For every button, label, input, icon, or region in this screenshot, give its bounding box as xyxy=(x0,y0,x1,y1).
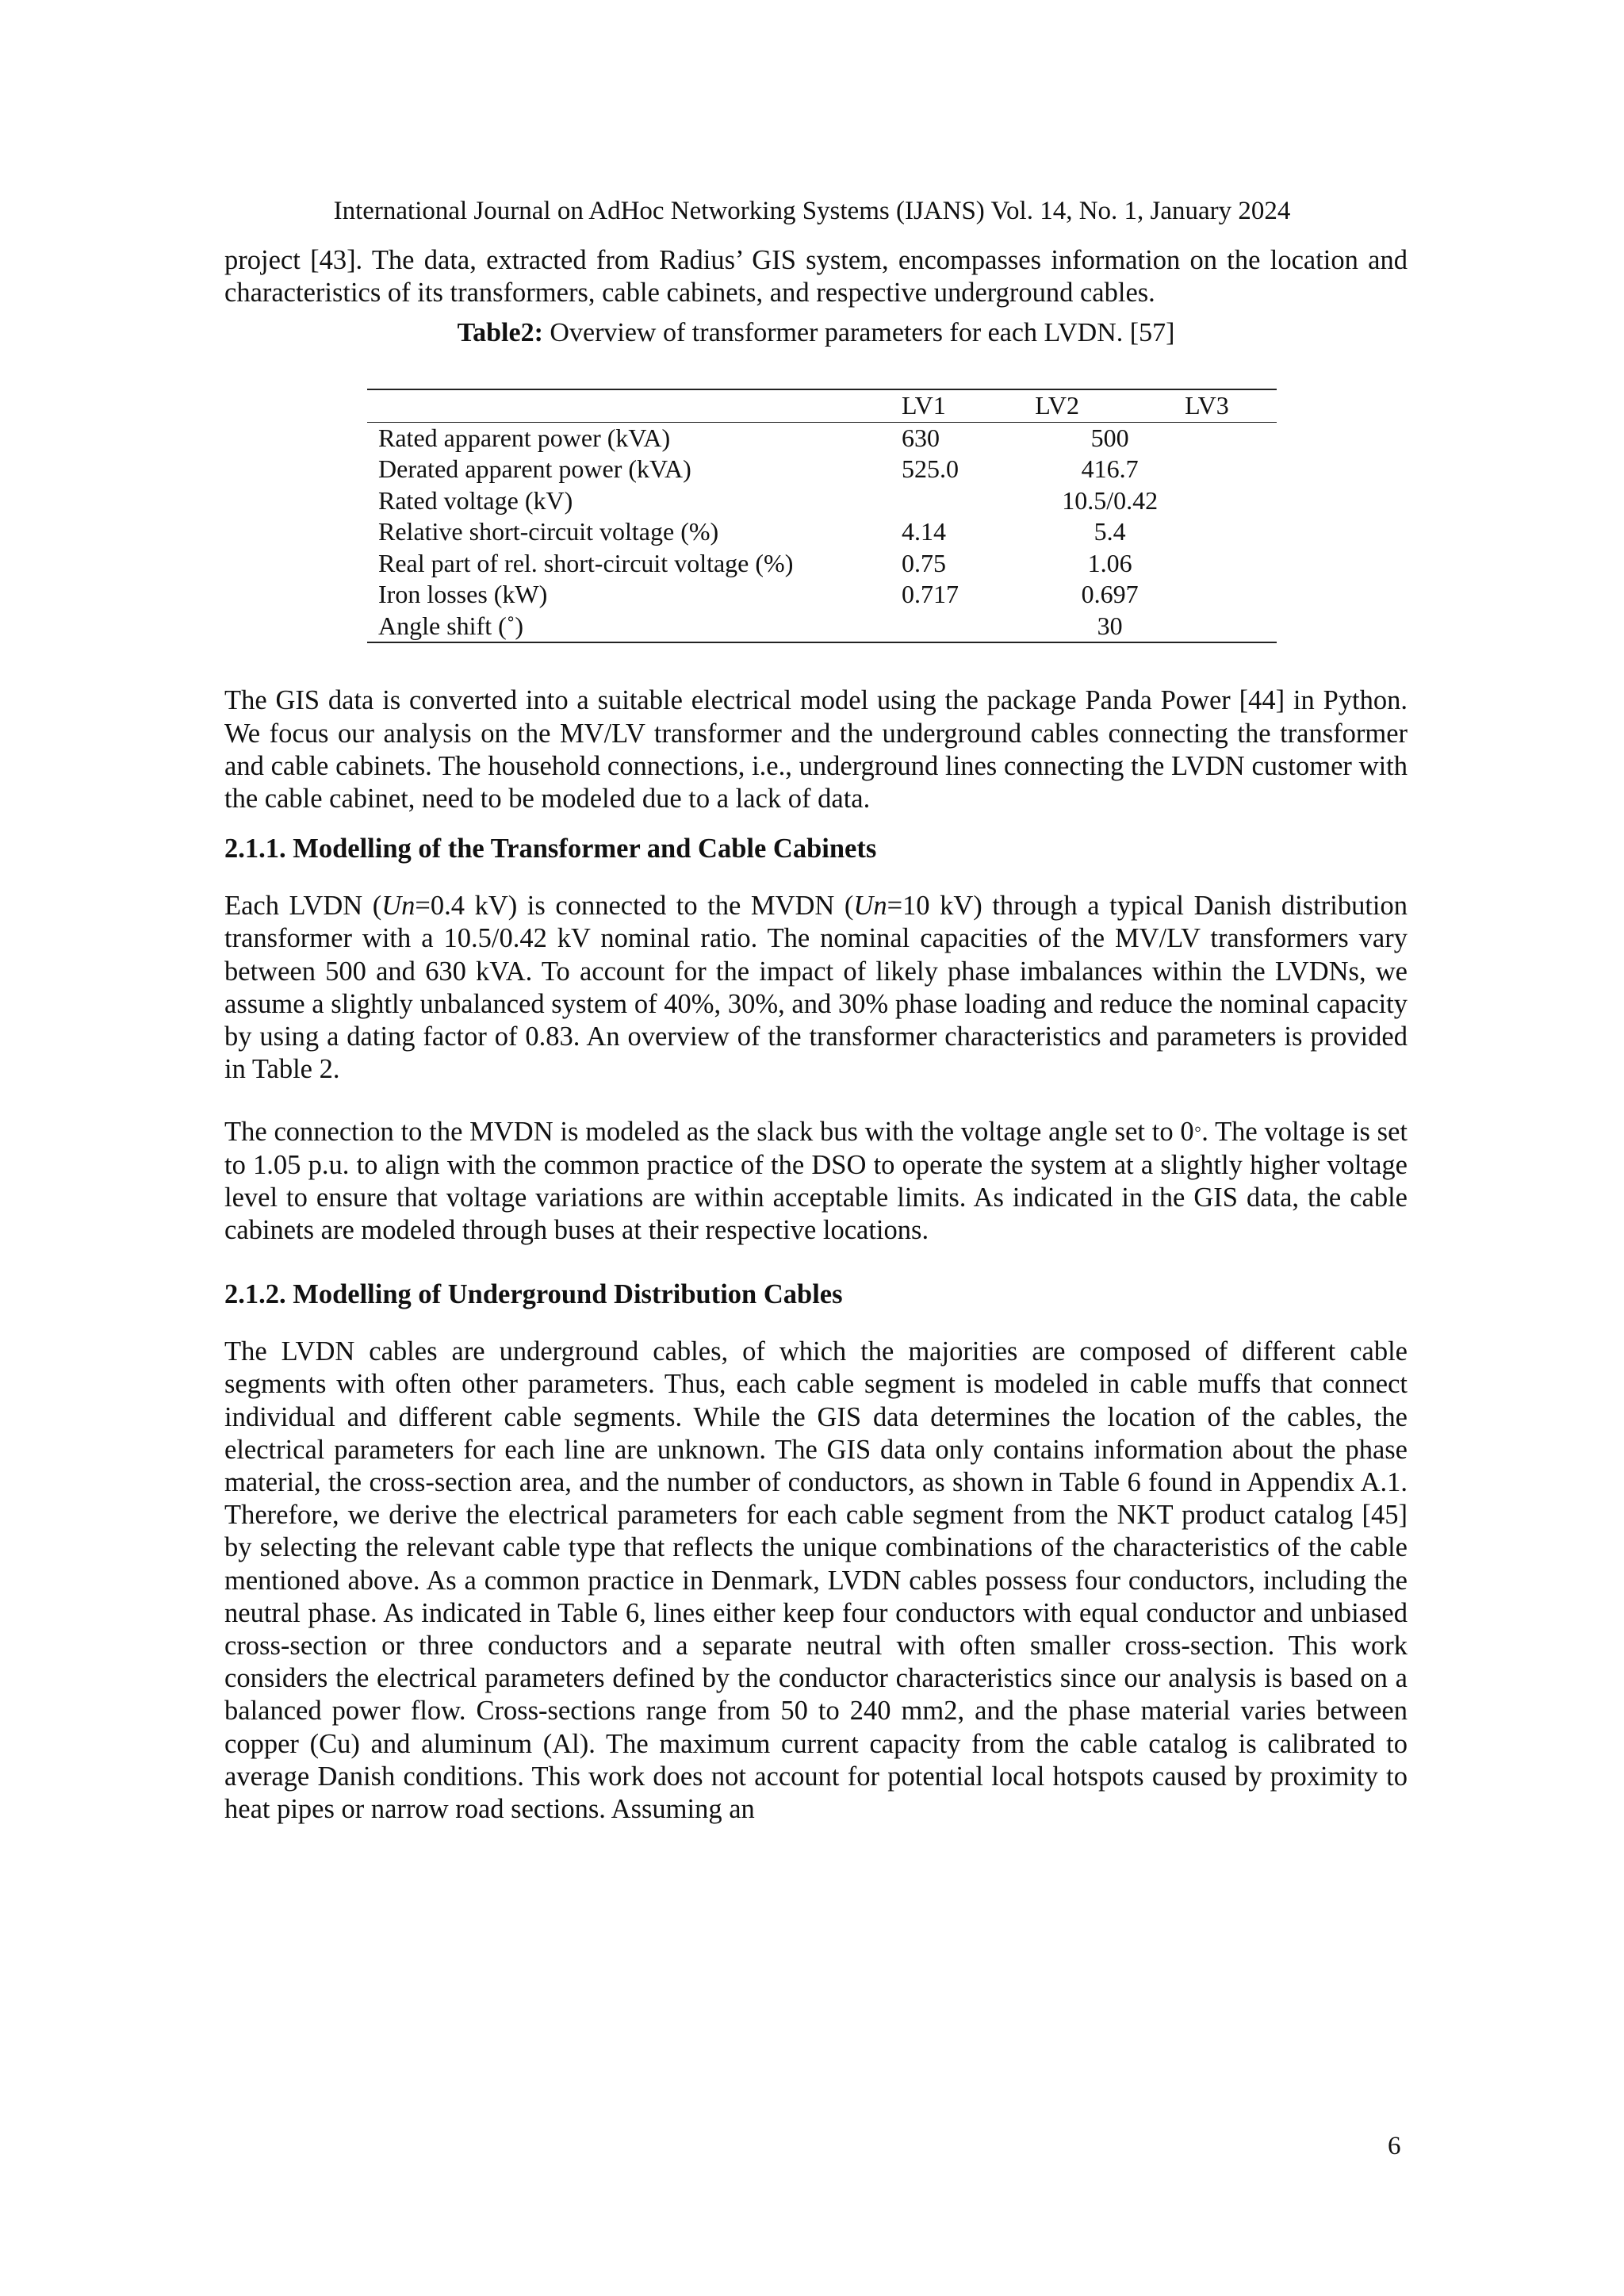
table-cell: 30 xyxy=(1097,611,1123,640)
table-header-cell: LV2 xyxy=(1035,391,1080,420)
text-run: Each LVDN ( xyxy=(224,891,382,922)
paragraph-cables: The LVDN cables are underground cables, of which the majorities are composed of different cable segments with often other parameters. Thus, each cable segment is modeled in cable muffs that connect individual and different cable segments. While the GIS data determines the location of the cables, the electrical parameters for each line are unknown. The GIS data only contains information about the phase material, the cross-section area, and the number of conductors, as shown in Table 6 found in Appendix A.1. Therefore, we derive the electrical parameters for each cable segment from the NKT product catalog [45] by selecting the relevant cable type that reflects the unique combinations of the characteristics of the cable mentioned above. As a common practice in Denmark, LVDN cables possess four conductors, including the neutral phase. As indicated in Table 6, lines either keep four conductors with equal conductor and unbiased cross-section or three conductors and a separate neutral with often smaller cross-section. This work considers the electrical parameters defined by the conductor characteristics since our analysis is based on a balanced power flow. Cross-sections range from 50 to 240 mm2, and the phase material varies between copper (Cu) and aluminum (Al). The maximum current capacity from the cable catalog is calibrated to average Danish conditions. This work does not account for potential local hotspots caused by proximity to heat pipes or narrow road sections. Assuming an xyxy=(224,1336,1408,1825)
table-cell: 416.7 xyxy=(1081,454,1139,484)
symbol-un: Un xyxy=(853,891,887,922)
table-row xyxy=(367,422,1277,454)
table-caption-text: Overview of transformer parameters for each LVDN. [57] xyxy=(542,318,1175,348)
text-run: . The voltage is set to 1.05 p.u. to align with the common practice of the DSO to operate the system at a slightly higher voltage level to ensure that voltage variations are within acceptable limits. As indicated in the GIS data, the cable cabinets are modeled through buses at their respective locations. xyxy=(224,1117,1408,1246)
table-cell: 525.0 xyxy=(902,454,959,484)
table-cell: 630 xyxy=(902,423,940,452)
table-cell: Rated apparent power (kVA) xyxy=(378,423,671,452)
section-heading-2-1-2: 2.1.2. Modelling of Underground Distribution Cables xyxy=(224,1279,843,1310)
table-cell xyxy=(1185,548,1277,580)
table-cell: 5.4 xyxy=(1094,517,1126,546)
table-cell xyxy=(1185,422,1277,454)
table-row xyxy=(367,454,1277,485)
table-header-row xyxy=(367,389,1277,422)
table-row xyxy=(367,579,1277,611)
table-cell xyxy=(1185,579,1277,611)
text-run: =10 kV) through a typical Danish distribution transformer with a 10.5/0.42 kV nominal ratio. The nominal capacities of the MV/LV transformers vary between 500 and 630 kVA. To account for the impact of likely phase imbalances within the LVDNs, we assume a slightly unbalanced system of 40%, 30%, and 30% phase loading and reduce the nominal capacity by using a dating factor of 0.83. An overview of the transformer characteristics and parameters is provided in Table 2. xyxy=(224,891,1408,1085)
text-run: =0.4 kV) is connected to the MVDN ( xyxy=(415,891,854,922)
table-header-cell: LV1 xyxy=(902,391,946,420)
table-row xyxy=(367,548,1277,580)
table-cell: Derated apparent power (kVA) xyxy=(378,454,691,484)
table-cell: Rated voltage (kV) xyxy=(378,485,573,515)
table-cell: 0.697 xyxy=(1081,580,1139,609)
table-header-cell: LV3 xyxy=(1185,391,1229,420)
table-cell xyxy=(1185,516,1277,548)
table-row xyxy=(367,485,1277,517)
table-cell: 1.06 xyxy=(1087,548,1132,577)
table-cell: 10.5/0.42 xyxy=(1062,485,1159,515)
table-cell: Iron losses (kW) xyxy=(378,580,548,609)
table-caption xyxy=(224,316,1408,351)
paragraph-slack-bus xyxy=(224,1113,1408,1247)
table-caption-label: Table2: xyxy=(457,318,543,348)
table-row xyxy=(367,611,1277,643)
transformer-parameters-table xyxy=(367,389,1277,643)
table-cell: 500 xyxy=(1090,423,1129,452)
table-cell: 0.717 xyxy=(902,580,959,609)
table-cell xyxy=(902,611,1035,643)
paragraph-gis-model: The GIS data is converted into a suitable electrical model using the package Panda Power [44] in Python. We focus our analysis on the MV/LV transformer and the underground cables connecting the transformer and cable cabinets. The household connections, i.e., underground lines connecting the LVDN customer with the cable cabinet, need to be modeled due to a lack of data. xyxy=(224,685,1408,815)
table-row xyxy=(367,516,1277,548)
text-run: The connection to the MVDN is modeled as the slack bus with the voltage angle set to 0 xyxy=(224,1117,1194,1148)
table-cell xyxy=(1185,611,1277,643)
table-cell: 0.75 xyxy=(902,548,947,577)
page-number: 6 xyxy=(1388,2132,1401,2160)
intro-paragraph: project [43]. The data, extracted from Radius’ GIS system, encompasses information on the location and characteristics of its transformers, cable cabinets, and respective underground cables. xyxy=(224,245,1408,309)
table-cell: Real part of rel. short-circuit voltage (%) xyxy=(378,548,794,577)
table-header-cell xyxy=(367,389,902,422)
symbol-un: Un xyxy=(381,891,416,922)
table-cell xyxy=(902,485,1035,517)
table-cell xyxy=(1185,454,1277,485)
journal-header: International Journal on AdHoc Networking Systems (IJANS) Vol. 14, No. 1, January 2024 xyxy=(333,197,1291,225)
paragraph-transformer xyxy=(224,890,1408,1086)
degree-symbol: ◦ xyxy=(1193,1117,1202,1141)
table-cell xyxy=(1185,485,1277,517)
table-cell: 4.14 xyxy=(902,517,947,546)
table-cell: Relative short-circuit voltage (%) xyxy=(378,517,719,546)
section-heading-2-1-1: 2.1.1. Modelling of the Transformer and Cable Cabinets xyxy=(224,834,877,864)
table-cell: Angle shift (˚) xyxy=(378,611,524,640)
page-content xyxy=(224,244,1408,1826)
